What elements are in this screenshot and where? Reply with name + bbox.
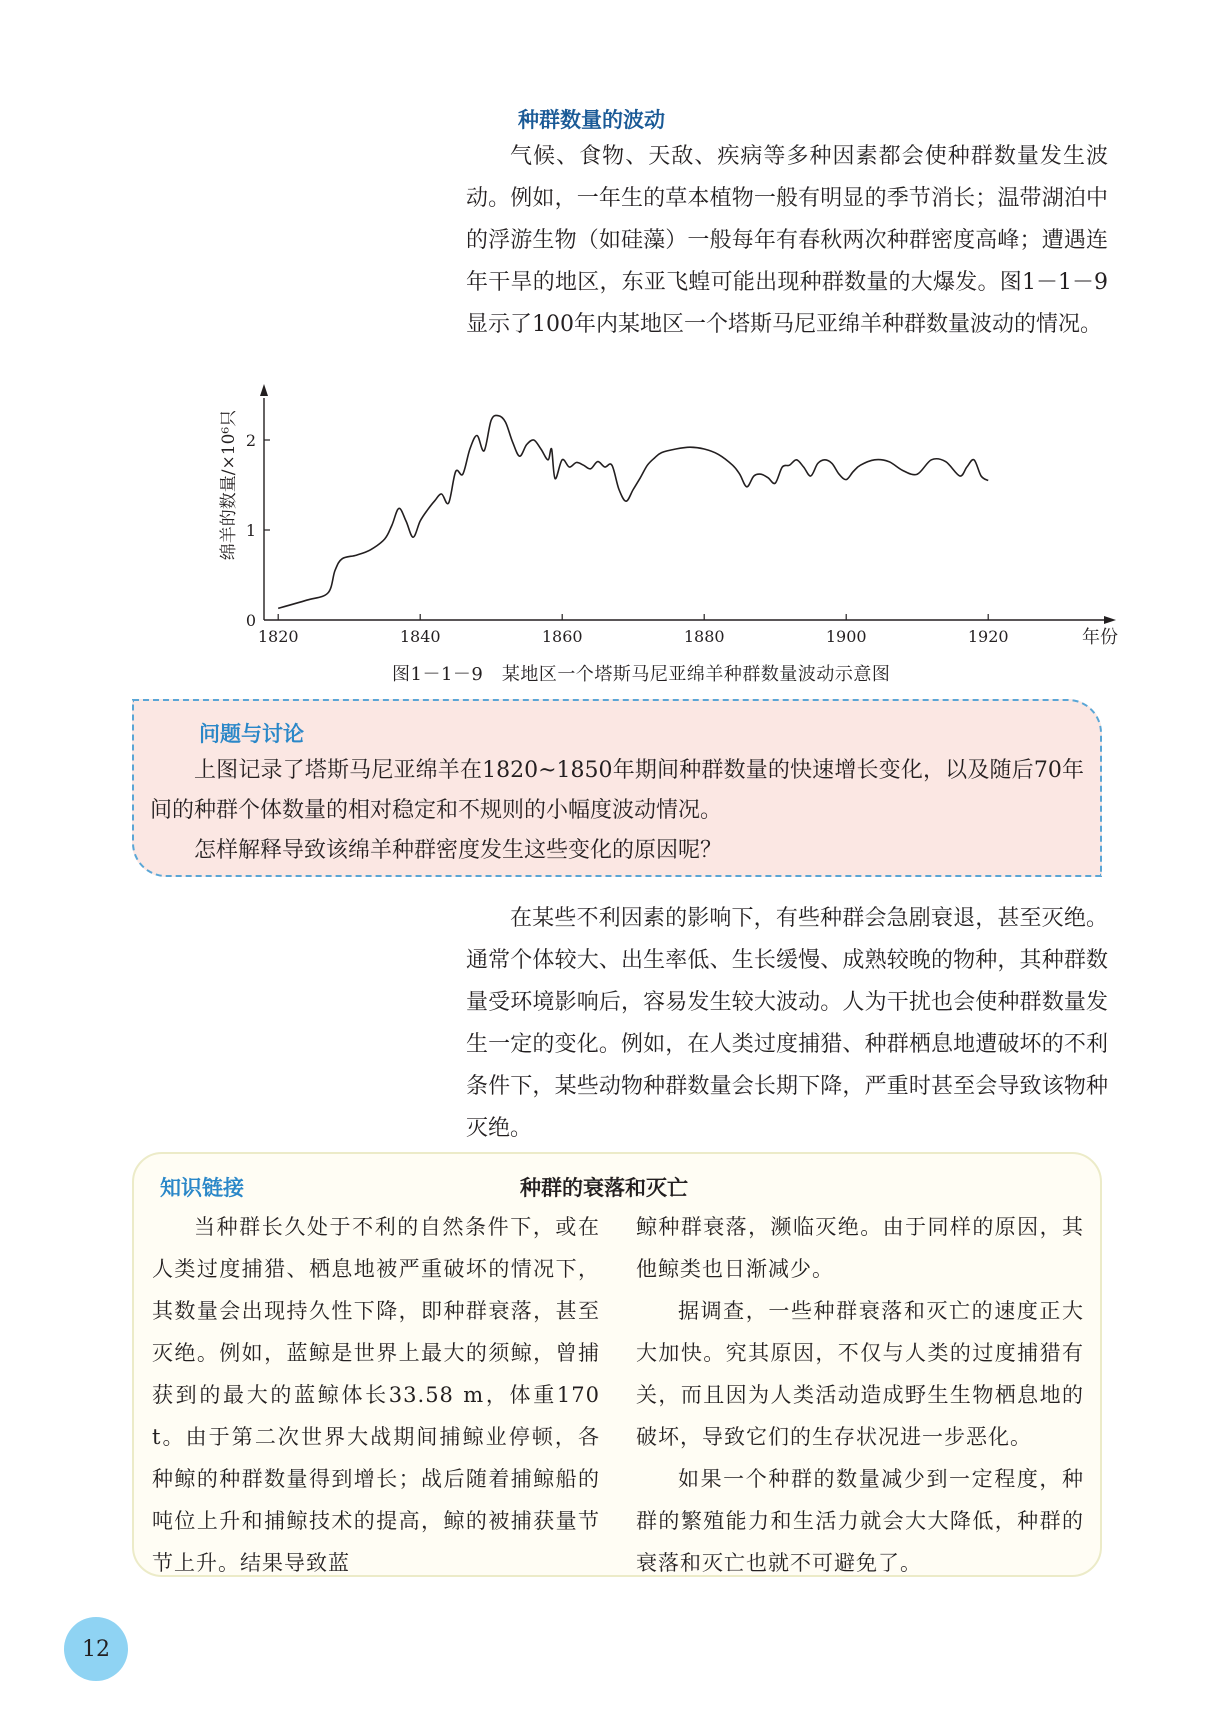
page-number: 12 [64, 1617, 128, 1681]
intro-paragraph [466, 136, 1108, 346]
knowledge-right-paragraph-2: 据调查，一些种群衰落和灭亡的速度正大大加快。究其原因，不仅与人类的过度捕猎有关，而且因为人类活动造成野生生物栖息地的破坏，导致它们的生存状况进一步恶化。 [636, 1299, 1084, 1449]
knowledge-title: 种群的衰落和灭亡 [520, 1176, 688, 1200]
intro-paragraph-text: 气候、食物、天敌、疾病等多种因素都会使种群数量发生波动。例如，一年生的草本植物一般有明显的季节消长；温带湖泊中的浮游生物（如硅藻）一般每年有春秋两次种群密度高峰；遭遇连年干旱的地区，东亚飞蝗可能出现种群数量的大爆发。图1－1－9显示了100年内某地区一个塔斯马尼亚绵羊种群数量波动的情况。 [466, 144, 1108, 337]
knowledge-right-paragraph-3: 如果一个种群的数量减少到一定程度，种群的繁殖能力和生活力就会大大降低，种群的衰落和灭亡也就不可避免了。 [636, 1467, 1084, 1575]
chart-axes [260, 384, 1116, 624]
knowledge-label: 知识链接 [160, 1176, 244, 1200]
discussion-title: 问题与讨论 [199, 722, 304, 746]
chart-ticks [246, 431, 1009, 646]
series-line [278, 415, 988, 608]
decline-paragraph-text: 在某些不利因素的影响下，有些种群会急剧衰退，甚至灭绝。通常个体较大、出生率低、生长缓慢、成熟较晚的物种，其种群数量受环境影响后，容易发生较大波动。人为干扰也会使种群数量发生一定的变化。例如，在人类过度捕猎、种群栖息地遭破坏的不利条件下，某些动物种群数量会长期下降，严重时甚至会导致该物种灭绝。 [466, 906, 1108, 1141]
chart-caption: 图1－1－9 某地区一个塔斯马尼亚绵羊种群数量波动示意图 [392, 664, 891, 685]
discussion-paragraph-1: 上图记录了塔斯马尼亚绵羊在1820~1850年期间种群数量的快速增长变化，以及随后70年间的种群个体数量的相对稳定和不规则的小幅度波动情况。 [150, 758, 1084, 823]
discussion-text [150, 751, 1084, 871]
x-tick-label: 1900 [825, 627, 867, 646]
knowledge-right-column [636, 1206, 1084, 1584]
sheep-population-chart [200, 370, 1120, 690]
decline-paragraph [466, 898, 1108, 1150]
knowledge-link-box [132, 1152, 1102, 1577]
x-tick-label: 1840 [399, 627, 441, 646]
y-axis-label: 绵羊的数量/×10⁶只 [219, 409, 239, 561]
knowledge-left-paragraph: 当种群长久处于不利的自然条件下，或在人类过度捕猎、栖息地被严重破坏的情况下，其数量会出现持久性下降，即种群衰落，甚至灭绝。例如，蓝鲸是世界上最大的须鲸，曾捕获到的最大的蓝鲸体长33.58 m，体重170 t。由于第二次世界大战期间捕鲸业停顿，各种鲸的种群数量得到增长；战后随着捕鲸船的吨位上升和捕鲸技术的提高，鲸的被捕获量节节上升。结果导致蓝 [152, 1215, 600, 1575]
x-tick-label: 1860 [541, 627, 583, 646]
x-tick-label: 1880 [683, 627, 725, 646]
y-tick-label: 1 [245, 521, 256, 540]
discussion-box [132, 699, 1102, 877]
knowledge-right-paragraph-1: 鲸种群衰落，濒临灭绝。由于同样的原因，其他鲸类也日渐减少。 [636, 1215, 1084, 1281]
section-title: 种群数量的波动 [518, 108, 665, 132]
y-tick-label: 2 [245, 431, 256, 450]
x-axis-arrow [1104, 616, 1116, 624]
x-axis-label: 年份 [1082, 627, 1118, 648]
x-tick-label: 1820 [257, 627, 299, 646]
knowledge-left-column [152, 1206, 600, 1584]
y-axis-arrow [260, 384, 268, 396]
discussion-paragraph-2: 怎样解释导致该绵羊种群密度发生这些变化的原因呢？ [194, 838, 723, 863]
y-tick-label: 0 [245, 611, 256, 630]
x-tick-label: 1920 [967, 627, 1009, 646]
